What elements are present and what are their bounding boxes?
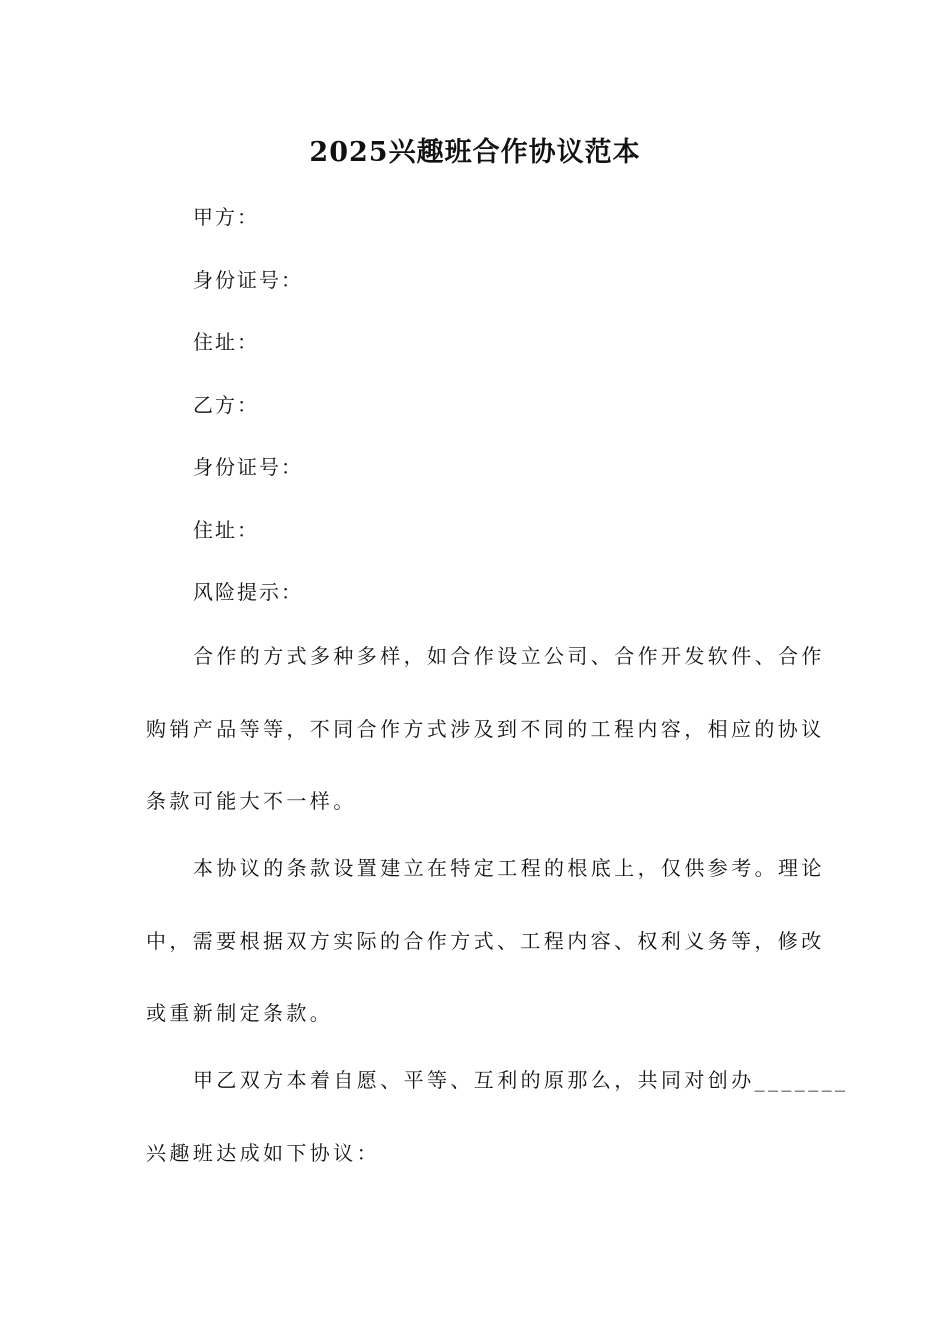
paragraph-line: 本协议的条款设置建立在特定工程的根底上，仅供参考。理论 <box>193 856 825 880</box>
party-b-label: 乙方： <box>193 393 259 417</box>
party-a-label: 甲方： <box>193 205 259 229</box>
party-a-address-label: 住址： <box>193 330 259 354</box>
paragraph-line: 合作的方式多种多样，如合作设立公司、合作开发软件、合作 <box>193 644 825 668</box>
paragraph-line: 或重新制定条款。 <box>146 1001 334 1025</box>
paragraph-line: 条款可能大不一样。 <box>146 789 357 813</box>
paragraph-line: 甲乙双方本着自愿、平等、互利的原那么，共同对创办_______ <box>193 1068 849 1092</box>
paragraph-line: 中，需要根据双方实际的合作方式、工程内容、权利义务等，修改 <box>146 929 825 953</box>
party-b-id-label: 身份证号： <box>193 455 303 479</box>
paragraph-line: 兴趣班达成如下协议： <box>146 1141 380 1165</box>
party-a-id-label: 身份证号： <box>193 268 303 292</box>
risk-notice-label: 风险提示： <box>193 580 303 604</box>
paragraph-line: 购销产品等等，不同合作方式涉及到不同的工程内容，相应的协议 <box>146 717 825 741</box>
party-b-address-label: 住址： <box>193 518 259 542</box>
document-title: 2025兴趣班合作协议范本 <box>309 137 641 168</box>
